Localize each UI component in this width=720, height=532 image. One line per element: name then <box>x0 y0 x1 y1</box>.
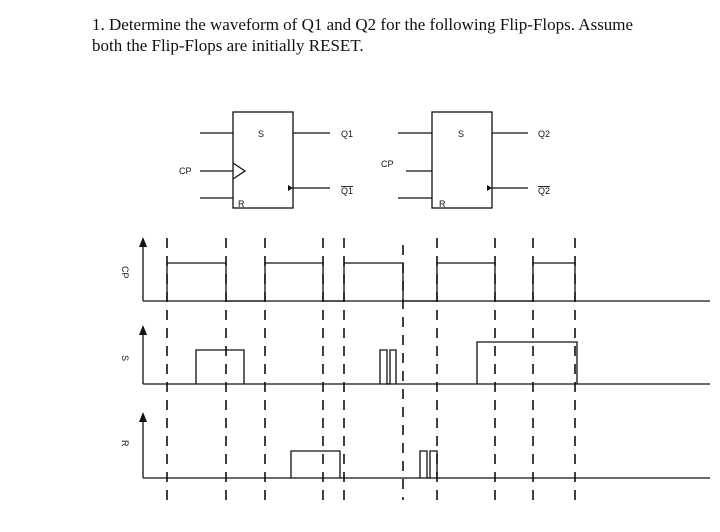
ff2-q-label: Q2 <box>538 129 551 139</box>
cp-axis-arrow-icon <box>139 237 147 247</box>
ff1-cp-label: CP <box>179 166 192 176</box>
ff2-cp-label: CP <box>381 159 394 169</box>
ff1-s-label: S <box>258 129 265 139</box>
r-waveform <box>291 451 340 478</box>
s-waveform-2 <box>477 342 577 384</box>
clock-edge-guides <box>167 238 575 500</box>
s-axis-arrow-icon <box>139 325 147 335</box>
ff1-r-label: R <box>238 199 245 209</box>
s-waveform <box>196 350 244 384</box>
question-line-2: both the Flip-Flops are initially RESET. <box>92 36 364 55</box>
s-waveform-label: S <box>120 355 130 362</box>
ff2-s-label: S <box>458 129 465 139</box>
flipflop-1-body <box>233 112 293 208</box>
ff1-qbar-bubble-icon <box>288 185 293 191</box>
question-line-1: 1. Determine the waveform of Q1 and Q2 for the following Flip-Flops. Assume <box>92 15 634 34</box>
r-waveform-label: R <box>120 440 130 447</box>
s-waveform-pulses <box>380 350 396 384</box>
r-waveform-pulses <box>420 451 437 478</box>
cp-waveform <box>167 263 575 301</box>
ff1-clock-triangle <box>233 163 245 179</box>
r-axis-arrow-icon <box>139 412 147 422</box>
flipflop-2-body <box>432 112 492 208</box>
ff2-qbar-label: Q2 <box>538 186 551 196</box>
ff2-qbar-bubble-icon <box>487 185 492 191</box>
ff1-q-label: Q1 <box>341 129 354 139</box>
ff2-r-label: R <box>439 199 446 209</box>
ff1-qbar-label: Q1 <box>341 186 354 196</box>
cp-waveform-label: CP <box>120 266 130 279</box>
